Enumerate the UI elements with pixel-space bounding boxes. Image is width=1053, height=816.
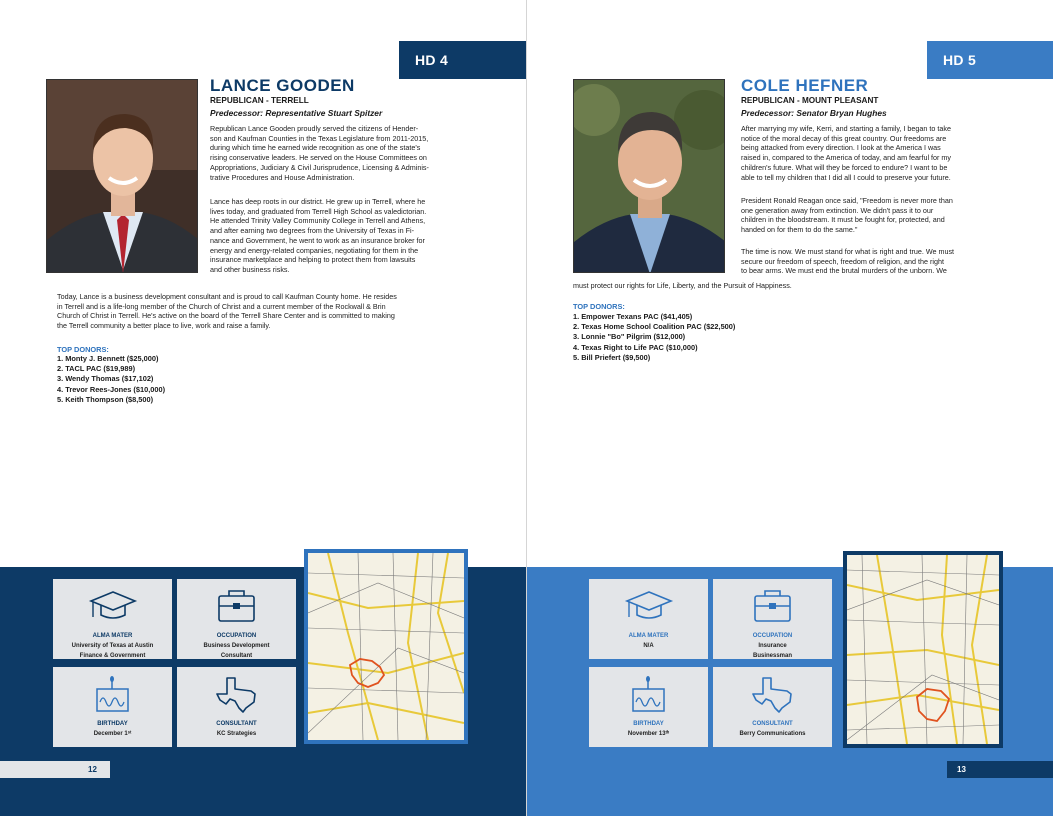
donor-item: 2. Texas Home School Coalition PAC ($22,500) [573, 322, 736, 332]
consultant-card [177, 667, 296, 747]
occupation-card [177, 579, 296, 659]
district-map [304, 549, 468, 744]
alma-mater-value: University of Texas at Austin Finance & Government [71, 643, 154, 659]
predecessor: Predecessor: Senator Bryan Hughes [741, 108, 887, 118]
candidate-name: LANCE GOODEN [210, 76, 355, 95]
right-page [527, 0, 1053, 816]
bio-paragraph-2: Lance has deep roots in our district. He grew up in Terrell, where he lives today, and graduated from Terrell High School as valedictorian. He attended Trinity Valley Community College in Terrell and Athens, and after earning two degrees from the University of Texas in Fi- nance and Government, he went to work as an insurance broker for energy and energy-related companies, negotiating for them in the insurance marketplace and helping to protect them from lawsuits and other business risks. [210, 197, 427, 274]
bio-paragraph-1: After marrying my wife, Kerri, and starting a family, I began to take notice of the moral decay of this great country. Our freedoms are being attacked from every direction. I look at the America I was raised in, compared to the America of today, and am fearful for my children's future. What will they be forced to endure? I want to be able to tell my children that I did all I could to preserve your future. [741, 124, 952, 182]
bio-paragraph-2: President Ronald Reagan once said, "Freedom is never more than one generation away from extinction. We didn't pass it to our children in the bloodstream. It must be fought for, protected, and handed on for them to do the same." [741, 196, 953, 235]
consultant-label: CONSULTANT [752, 721, 793, 727]
consultant-value: Berry Communications [739, 731, 806, 737]
top-donors-title: TOP DONORS: [573, 302, 625, 311]
top-donors-list [57, 354, 165, 405]
left-page [0, 0, 526, 816]
birthday-value: December 1ˢᵗ [93, 731, 132, 737]
consultant-card [713, 667, 832, 747]
donor-item: 5. Bill Priefert ($9,500) [573, 352, 651, 362]
alma-mater-label: ALMA MATER [628, 633, 669, 639]
donor-item: 4. Trevor Rees-Jones ($10,000) [57, 384, 166, 394]
birthday-label: BIRTHDAY [97, 721, 128, 727]
occupation-card [713, 579, 832, 659]
candidate-photo [573, 79, 725, 273]
candidate-name: COLE HEFNER [741, 76, 869, 95]
occupation-label: OCCUPATION [216, 633, 257, 639]
donor-item: 4. Texas Right to Life PAC ($10,000) [573, 342, 698, 352]
briefcase-icon [177, 587, 296, 625]
bio-paragraph-1: Republican Lance Gooden proudly served the citizens of Hender- son and Kaufman Counties in the Texas Legislature from 2011-2015, during which time he earned wide recognition as one of the state's rising conservative leaders. He served on the House Committees on Appropriations, Judiciary & Civil Jurisprudence, Licensing & Adminis- trative Procedures and House Administration. [210, 124, 429, 182]
bio-paragraph-3: The time is now. We must stand for what is right and true. We must secure our freedom of speech, freedom of religion, and the right to bear arms. We must end the brutal murders of the unborn. We [741, 247, 955, 276]
donor-item: 1. Empower Texans PAC ($41,405) [573, 312, 693, 321]
predecessor: Predecessor: Representative Stuart Spitzer [210, 108, 383, 118]
district-tab: HD 4 [399, 41, 526, 79]
top-donors-list [573, 312, 735, 363]
occupation-value: Business Development Consultant [203, 643, 270, 659]
consultant-value: KC Strategies [216, 731, 257, 737]
alma-mater-card [53, 579, 172, 659]
donor-item: 3. Wendy Thomas ($17,102) [57, 374, 154, 384]
alma-mater-value: N/A [643, 643, 654, 649]
texas-state-icon [177, 675, 296, 713]
district-tab: HD 5 [927, 41, 1053, 79]
texas-state-icon [713, 675, 832, 713]
birthday-label: BIRTHDAY [633, 721, 664, 727]
alma-mater-card [589, 579, 708, 659]
birthday-cake-icon [53, 675, 172, 713]
bio-paragraph-4: must protect our rights for Life, Liberty, and the Pursuit of Happiness. [573, 281, 792, 290]
birthday-card [589, 667, 708, 747]
district-map [843, 551, 1003, 748]
party-city: REPUBLICAN - MOUNT PLEASANT [741, 96, 879, 105]
consultant-label: CONSULTANT [216, 721, 257, 727]
briefcase-icon [713, 587, 832, 625]
page-number: 12 [0, 761, 110, 778]
birthday-cake-icon [589, 675, 708, 713]
occupation-value: Insurance Businessman [752, 643, 792, 659]
top-donors-title: TOP DONORS: [57, 345, 109, 354]
candidate-photo [46, 79, 198, 273]
birthday-card [53, 667, 172, 747]
graduation-cap-icon [53, 587, 172, 625]
donor-item: 3. Lonnie "Bo" Pilgrim ($12,000) [573, 332, 686, 342]
bio-paragraph-3: Today, Lance is a business development consultant and is proud to call Kaufman County home. He resides in Terrell and is a life-long member of the Church of Christ and a current member of the Rockwall & Brin Church of Christ in Terrell. He's active on the board of the Terrell Share Center and is committed to making the Terrell community a better place to live, work and raise a family. [57, 292, 397, 331]
donor-item: 2. TACL PAC ($19,989) [57, 364, 136, 374]
donor-item: 1. Monty J. Bennett ($25,000) [57, 354, 159, 363]
alma-mater-label: ALMA MATER [92, 633, 133, 639]
page-number: 13 [947, 761, 1053, 778]
donor-item: 5. Keith Thompson ($8,500) [57, 394, 154, 404]
graduation-cap-icon [589, 587, 708, 625]
birthday-value: November 13ᵗʰ [627, 731, 670, 737]
party-city: REPUBLICAN - TERRELL [210, 96, 309, 105]
occupation-label: OCCUPATION [752, 633, 793, 639]
